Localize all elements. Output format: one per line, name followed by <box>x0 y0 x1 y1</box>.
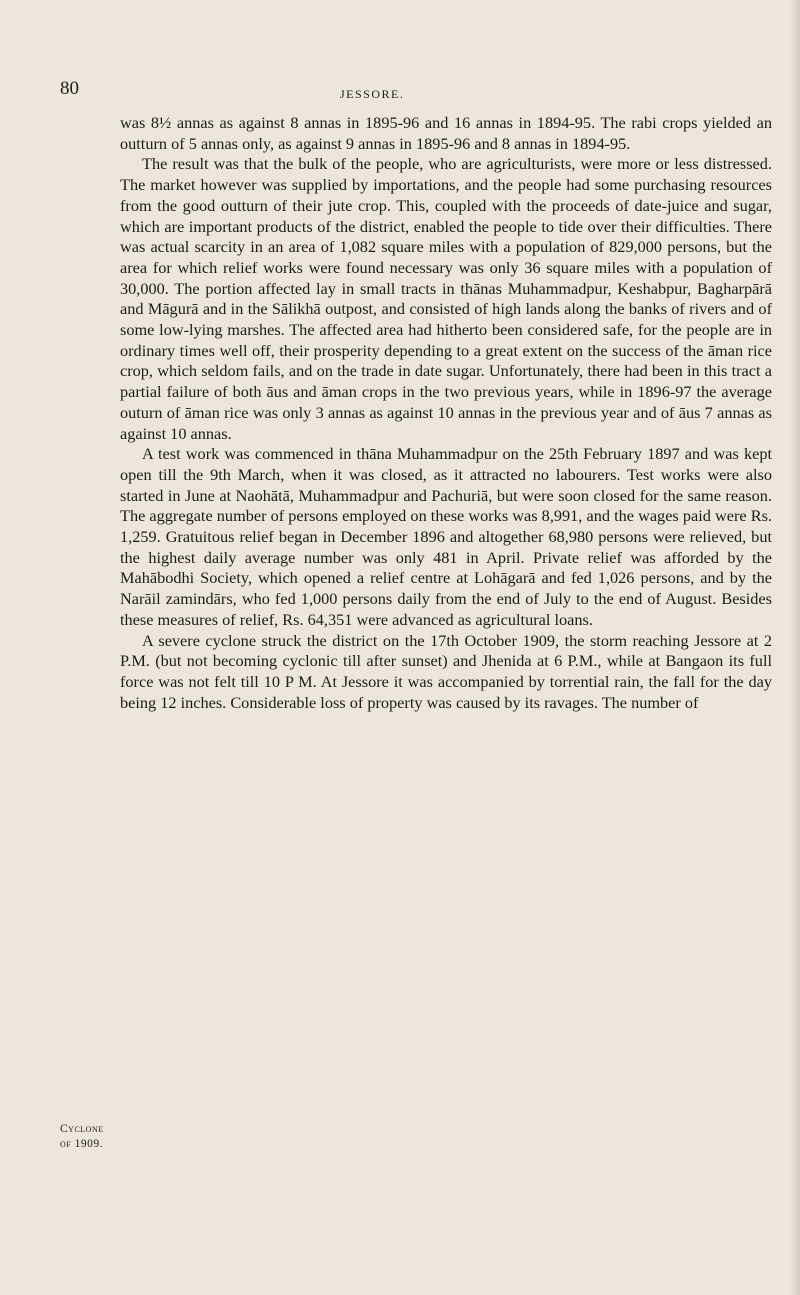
page-number: 80 <box>60 78 79 99</box>
margin-note <box>60 1122 120 1152</box>
body-text <box>120 113 772 713</box>
running-head: JESSORE. <box>340 87 405 101</box>
paragraph-2: The result was that the bulk of the people, who are agriculturists, were more or less distressed. The market however was supplied by importations, and the people had some purchasing resources from the good outturn of their jute crop. This, coupled with the proceeds of date-juice and sugar, which are important products of the district, enabled the people to tide over their difficulties. There was actual scarcity in an area of 1,082 square miles with a population of 829,000 persons, but the area for which relief works were found necessary was only 36 square miles with a population of 30,000. The portion affected lay in small tracts in thānas Muhammadpur, Keshabpur, Bagharpārā and Māgurā and in the Sālikhā outpost, and consisted of high lands along the banks of rivers and of some low-lying marshes. The affected area had hitherto been considered safe, for the people are in ordinary times well off, their prosperity depending to a great extent on the success of the āman rice crop, which seldom fails, and on the trade in date sugar. Unfortunately, there had been in this tract a partial failure of both āus and āman crops in the two previous years, while in 1896-97 the average outurn of āman rice was only 3 annas as against 10 annas in the previous year and of āus 7 annas as against 10 annas. <box>120 154 772 443</box>
margin-note-line-1: Cyclone <box>60 1123 104 1135</box>
page-edge-shadow <box>790 0 800 1295</box>
paragraph-4: A severe cyclone struck the district on the 17th October 1909, the storm reaching Jessore at 2 P.M. (but not becoming cyclonic till after sunset) and Jhenida at 6 P.M., while at Bangaon its full force was not felt till 10 P M. At Jessore it was accompanied by torrential rain, the fall for the day being 12 inches. Considerable loss of property was caused by its ravages. The number of <box>120 630 772 712</box>
paragraph-3: A test work was commenced in thāna Muhammadpur on the 25th February 1897 and was kept open till the 9th March, when it was closed, as it attracted no labourers. Test works were also started in June at Naohātā, Muhammadpur and Pachuriā, but were soon closed for the same reason. The aggregate number of persons employed on these works was 8,991, and the wages paid were Rs. 1,259. Gratuitous relief began in December 1896 and altogether 68,980 persons were relieved, but the highest daily average number was only 481 in April. Private relief was afforded by the Mahābodhi Society, which opened a relief centre at Lohāgarā and fed 1,026 persons, and by the Narāil zamindārs, who fed 1,000 persons daily from the end of July to the end of August. Besides these measures of relief, Rs. 64,351 were advanced as agricultural loans. <box>120 444 772 629</box>
paragraph-1: was 8½ annas as against 8 annas in 1895-96 and 16 annas in 1894-95. The rabi crops yielded an outturn of 5 annas only, as against 9 annas in 1895-96 and 8 annas in 1894-95. <box>120 113 772 153</box>
margin-note-line-2: of 1909. <box>60 1138 103 1150</box>
